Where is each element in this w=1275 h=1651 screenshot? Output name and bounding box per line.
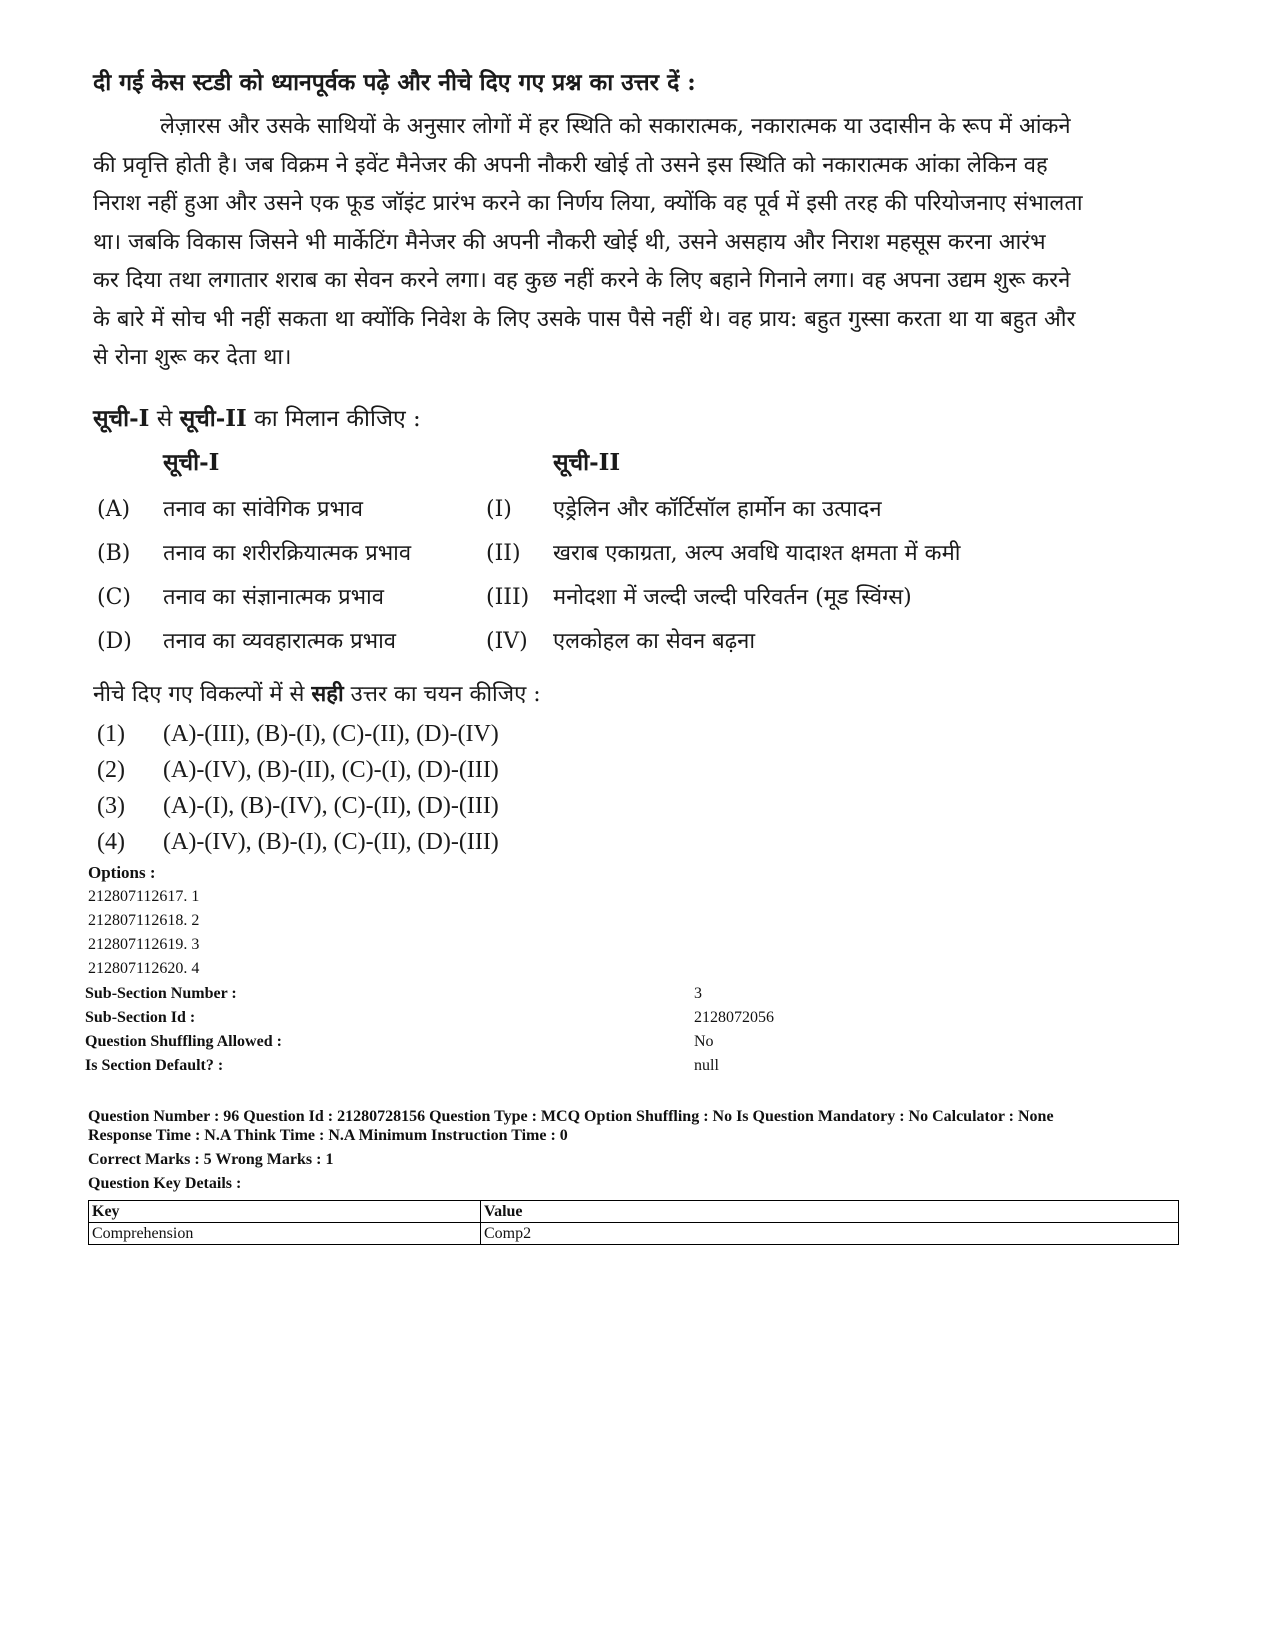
case-study-line: के बारे में सोच भी नहीं सकता था क्योंकि निवेश के लिए उसके पास पैसे नहीं थे। वह प्राय: बहुत गुस्सा करता था या बहुत और xyxy=(93,306,1076,332)
case-study-line: से रोना शुरू कर देता था। xyxy=(93,345,292,370)
match-instruction xyxy=(93,402,421,436)
list1-header: सूची-I xyxy=(163,449,220,476)
table-header-key: Key xyxy=(89,1201,481,1223)
match-row xyxy=(0,622,1275,662)
section-default-value: null xyxy=(694,1057,719,1074)
subsection-key xyxy=(85,1033,282,1051)
case-study-paragraph xyxy=(93,108,1203,378)
list1-label: (D) xyxy=(97,629,132,654)
answer-text: (A)-(IV), (B)-(II), (C)-(I), (D)-(III) xyxy=(163,757,499,783)
answer-number: (2) xyxy=(97,757,125,783)
list2-text: एलकोहल का सेवन बढ़ना xyxy=(553,629,756,654)
choose-suffix: उत्तर का चयन कीजिए : xyxy=(343,682,541,707)
table-header-value: Value xyxy=(481,1201,1179,1223)
match-connector: से xyxy=(149,406,180,432)
list1-ref: सूची-I xyxy=(93,405,150,432)
list1-text: तनाव का सांवेगिक प्रभाव xyxy=(163,497,363,522)
answer-text: (A)-(IV), (B)-(I), (C)-(II), (D)-(III) xyxy=(163,829,499,855)
subsection-id-value: 2128072056 xyxy=(694,1009,774,1026)
question-key-table xyxy=(88,1200,1179,1245)
shuffling-allowed-label: Question Shuffling Allowed : xyxy=(85,1033,282,1050)
option-id: 212807112619. 3 xyxy=(88,936,200,953)
list1-label: (B) xyxy=(97,541,131,566)
table-header-row xyxy=(89,1201,1179,1223)
match-row xyxy=(0,534,1275,574)
match-row xyxy=(0,490,1275,530)
case-study-line: था। जबकि विकास जिसने भी मार्केटिंग मैनेजर की अपनी नौकरी खोई थी, उसने असहाय और निराश महसूस करना आरंभ xyxy=(93,229,1046,255)
question-key-details-label: Question Key Details : xyxy=(88,1175,242,1192)
choose-instruction xyxy=(93,676,541,713)
list2-ref: सूची-II xyxy=(179,405,247,432)
subsection-id-label: Sub-Section Id : xyxy=(85,1009,196,1026)
list2-header: सूची-II xyxy=(553,449,621,476)
question-info-line: Question Number : 96 Question Id : 21280728156 Question Type : MCQ Option Shuffling : No Is Question Mandatory : No Calculator : None xyxy=(88,1108,1054,1125)
question-info-line: Response Time : N.A Think Time : N.A Minimum Instruction Time : 0 xyxy=(88,1127,568,1144)
case-study-line: निराश नहीं हुआ और उसने एक फूड जॉइंट प्रारंभ करने का निर्णय लिया, क्योंकि वह पूर्व में इसी तरह की परियोजनाए संभालता xyxy=(93,191,1083,216)
subsection-number-label: Sub-Section Number : xyxy=(85,985,237,1002)
match-suffix: का मिलान कीजिए : xyxy=(246,406,421,432)
answer-number: (1) xyxy=(97,721,125,747)
answer-text: (A)-(I), (B)-(IV), (C)-(II), (D)-(III) xyxy=(163,793,499,819)
option-id: 212807112620. 4 xyxy=(88,960,200,977)
question-info-line: Correct Marks : 5 Wrong Marks : 1 xyxy=(88,1151,334,1168)
list2-label: (III) xyxy=(486,585,530,610)
option-id: 212807112618. 2 xyxy=(88,912,200,929)
options-label: Options : xyxy=(88,863,156,882)
list2-text: एड्रेलिन और कॉर्टिसॉल हार्मोन का उत्पादन xyxy=(553,497,882,522)
list2-text: मनोदशा में जल्दी जल्दी परिवर्तन (मूड स्विंग्स) xyxy=(553,585,912,610)
list2-text: खराब एकाग्रता, अल्प अवधि यादाश्त क्षमता में कमी xyxy=(553,541,961,566)
subsection-key xyxy=(85,985,237,1003)
option-id: 212807112617. 1 xyxy=(88,888,200,905)
list1-text: तनाव का शरीरक्रियात्मक प्रभाव xyxy=(163,541,412,566)
answer-number: (4) xyxy=(97,829,125,855)
question-heading: दी गई केस स्टडी को ध्यानपूर्वक पढ़े और नीचे दिए गए प्रश्न का उत्तर दें : xyxy=(93,69,696,96)
table-row xyxy=(89,1223,1179,1245)
match-row xyxy=(0,578,1275,618)
table-cell-value: Comp2 xyxy=(481,1223,1179,1245)
answer-number: (3) xyxy=(97,793,125,819)
subsection-key xyxy=(85,1009,195,1027)
choose-emphasis: सही xyxy=(311,681,344,707)
subsection-key xyxy=(85,1057,223,1075)
list1-text: तनाव का व्यवहारात्मक प्रभाव xyxy=(163,629,396,654)
list2-label: (II) xyxy=(486,541,521,566)
choose-prefix: नीचे दिए गए विकल्पों में से xyxy=(93,682,312,707)
answer-text: (A)-(III), (B)-(I), (C)-(II), (D)-(IV) xyxy=(163,721,499,747)
list2-label: (I) xyxy=(486,497,512,522)
shuffling-allowed-value: No xyxy=(694,1033,714,1050)
subsection-number-value: 3 xyxy=(694,985,702,1002)
table-cell-key: Comprehension xyxy=(89,1223,481,1245)
case-study-line: की प्रवृत्ति होती है। जब विक्रम ने इवेंट मैनेजर की अपनी नौकरी खोई तो उसने इस स्थिति को नकारात्मक आंका लेकिन वह xyxy=(93,152,1048,178)
list1-label: (C) xyxy=(97,585,131,610)
list1-text: तनाव का संज्ञानात्मक प्रभाव xyxy=(163,585,384,610)
section-default-label: Is Section Default? : xyxy=(85,1057,224,1074)
case-study-line: लेज़ारस और उसके साथियों के अनुसार लोगों में हर स्थिति को सकारात्मक, नकारात्मक या उदासीन के रूप में आंकने xyxy=(160,114,1071,139)
list2-label: (IV) xyxy=(486,629,528,654)
case-study-line: कर दिया तथा लगातार शराब का सेवन करने लगा। वह कुछ नहीं करने के लिए बहाने गिनाने लगा। वह अपना उद्यम शुरू करने xyxy=(93,268,1071,293)
list1-label: (A) xyxy=(97,497,131,522)
